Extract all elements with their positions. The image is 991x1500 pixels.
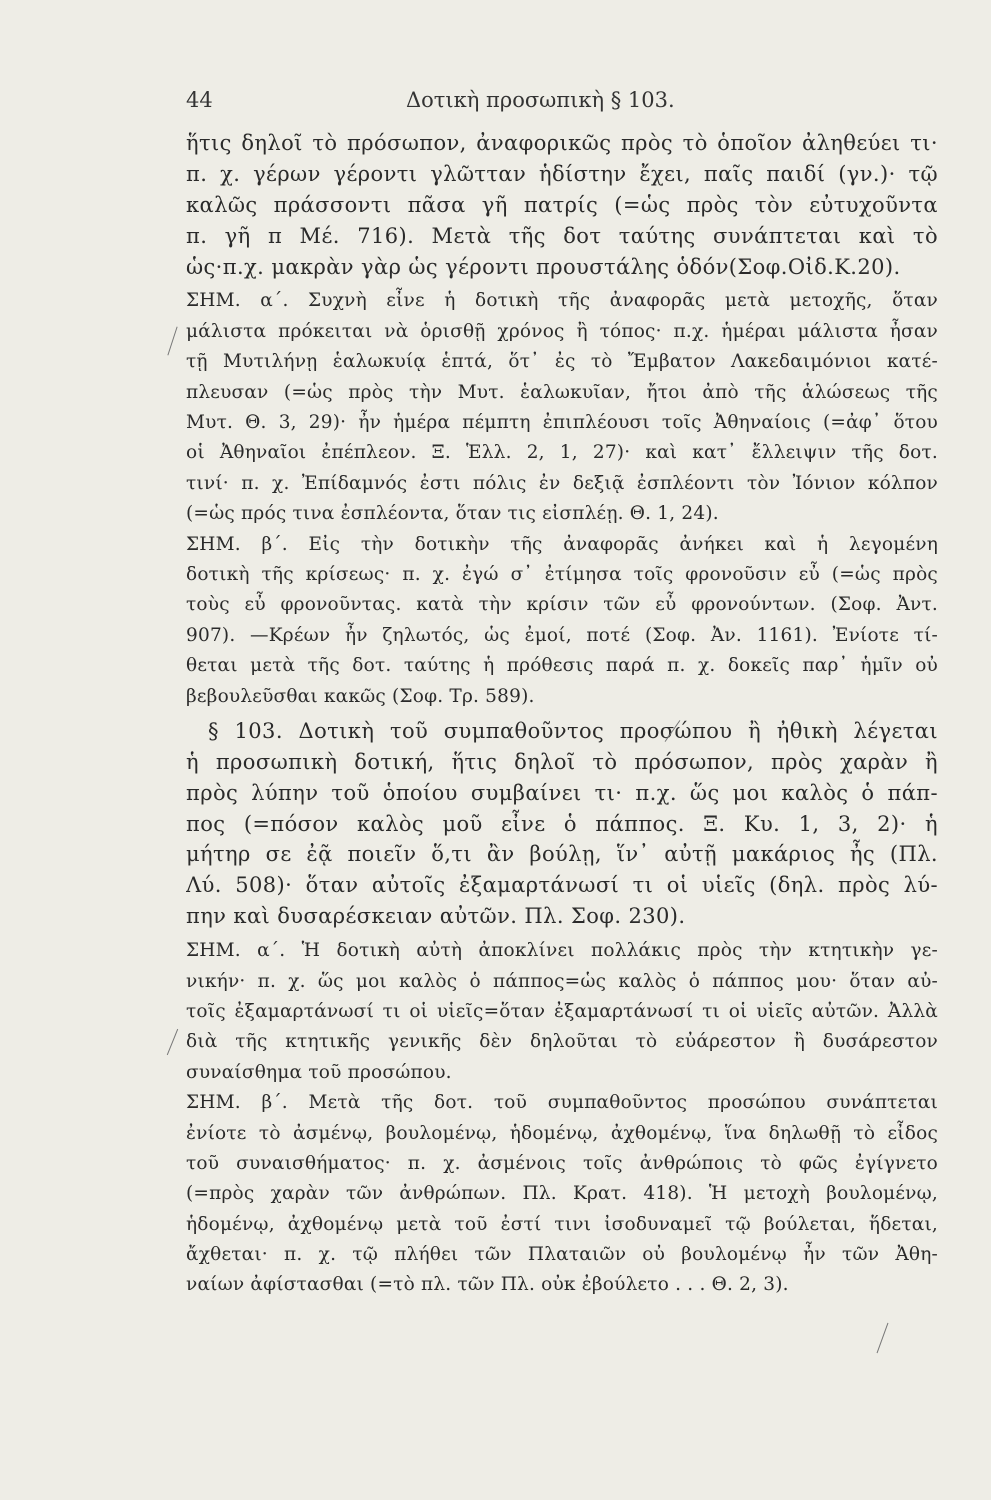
- note-line: ἐνίοτε τὸ ἀσμένῳ, βουλομένῳ, ἡδομένῳ, ἀχθομένῳ, ἵνα δηλωθῇ τὸ εἶδος: [186, 1122, 938, 1144]
- pencil-mark-icon: [167, 327, 177, 356]
- pencil-mark-icon: [877, 1323, 889, 1353]
- note-line: Μυτ. Θ. 3, 29)· ἦν ἡμέρα πέμπτη ἐπιπλέουσι τοῖς Ἀθηναίοις (=ἀφ᾽ ὅτου: [186, 412, 938, 434]
- notes-second: [186, 936, 938, 1301]
- note-line: τοὺς εὖ φρονοῦντας. κατὰ τὴν κρίσιν τῶν εὖ φρονούντων. (Σοφ. Ἀντ.: [186, 594, 938, 616]
- note-line: ἄχθεται· π. χ. τῷ πλήθει τῶν Πλαταιῶν οὐ βουλομένῳ ἦν τῶν Ἀθη-: [186, 1244, 938, 1266]
- note-line: τοῖς ἐξαμαρτάνωσί τι οἱ υἱεῖς=ὅταν ἐξαμαρτάνωσί τι οἱ υἱεῖς αὐτῶν. Ἀλλὰ: [186, 1000, 938, 1022]
- pencil-mark-icon: [167, 1029, 178, 1055]
- note-line: συναίσθημα τοῦ προσώπου.: [186, 1061, 452, 1083]
- note-line: οἱ Ἀθηναῖοι ἐπέπλεον. Ξ. Ἑλλ. 2, 1, 27)· καὶ κατ᾽ ἔλλειψιν τῆς δοτ.: [186, 442, 938, 464]
- note-line: ἡδομένῳ, ἀχθομένῳ μετὰ τοῦ ἐστί τινι ἰσοδυναμεῖ τῷ βούλεται, ἥδεται,: [186, 1213, 938, 1235]
- note-line: τινί· π. χ. Ἐπίδαμνός ἐστι πόλις ἐν δεξιᾷ ἐσπλέοντι τὸν Ἰόνιον κόλπον: [186, 472, 938, 494]
- text-line: καλῶς πράσσοντι πᾶσα γῆ πατρίς (=ὡς πρὸς τὸν εὐτυχοῦντα: [186, 192, 938, 217]
- note-line: ΣΗΜ. β΄. Εἰς τὴν δοτικὴν τῆς ἀναφορᾶς ἀνήκει καὶ ἡ λεγομένη: [186, 533, 938, 555]
- note-line: (=ὡς πρός τινα ἐσπλέοντα, ὅταν τις εἰσπλέῃ. Θ. 1, 24).: [186, 503, 719, 525]
- note-line: τῇ Μυτιλήνῃ ἑαλωκυίᾳ ἑπτά, ὅτ᾽ ἐς τὸ Ἔμβατον Λακεδαιμόνιοι κατέ-: [186, 351, 938, 373]
- text-line: π. χ. γέρων γέροντι γλῶτταν ἡδίστην ἔχει, παῖς παιδί (γν.)· τῷ: [186, 161, 938, 186]
- note-line: διὰ τῆς κτητικῆς γενικῆς δὲν δηλοῦται τὸ εὐάρεστον ἢ δυσάρεστον: [186, 1031, 938, 1053]
- note-line: (=πρὸς χαρὰν τῶν ἀνθρώπων. Πλ. Κρατ. 418). Ἡ μετοχὴ βουλομένῳ,: [186, 1183, 938, 1205]
- section-103: [186, 716, 938, 932]
- note-line: νικήν· π. χ. ὥς μοι καλὸς ὁ πάππος=ὡς καλὸς ὁ πάππος μου· ὅταν αὐ-: [186, 970, 938, 992]
- note-line: τοῦ συναισθήματος· π. χ. ἀσμένοις τοῖς ἀνθρώποις τὸ φῶς ἐγίγνετο: [186, 1152, 938, 1174]
- notes-first: [186, 286, 938, 711]
- note-line: ΣΗΜ. β΄. Μετὰ τῆς δοτ. τοῦ συμπαθοῦντος προσώπου συνάπτεται: [186, 1092, 938, 1114]
- note-line: 907). —Κρέων ἦν ζηλωτός, ὡς ἐμοί, ποτέ (Σοφ. Ἀν. 1161). Ἐνίοτε τί-: [186, 624, 938, 646]
- text-line: μήτηρ σε ἐᾷ ποιεῖν ὅ,τι ἂν βούλῃ, ἵν᾽ αὐτῇ μακάριος ἦς (Πλ.: [186, 842, 938, 867]
- note-line: ΣΗΜ. α΄. Ἡ δοτικὴ αὐτὴ ἀποκλίνει πολλάκις πρὸς τὴν κτητικὴν γε-: [186, 940, 938, 962]
- page-header: [186, 88, 706, 120]
- page-number: 44: [186, 88, 213, 112]
- page-body: [186, 128, 938, 1301]
- text-line: πην καὶ δυσαρέσκειαν αὐτῶν. Πλ. Σοφ. 230).: [186, 904, 686, 929]
- text-line: πρὸς λύπην τοῦ ὁποίου συμβαίνει τι· π.χ. ὥς μοι καλὸς ὁ πάπ-: [186, 780, 938, 805]
- text-line: ἡ προσωπικὴ δοτική, ἥτις δηλοῖ τὸ πρόσωπον, πρὸς χαρὰν ἢ: [186, 749, 938, 774]
- text-line: ὡς·π.χ. μακρὰν γὰρ ὡς γέροντι προυστάλης ὁδόν(Σοφ.Οἰδ.Κ.20).: [186, 254, 901, 279]
- running-title: Δοτικὴ προσωπικὴ § 103.: [406, 88, 675, 112]
- text-line: ἥτις δηλοῖ τὸ πρόσωπον, ἀναφορικῶς πρὸς τὸ ὁποῖον ἀληθεύει τι·: [186, 131, 938, 155]
- text-line: Λύ. 508)· ὅταν αὐτοῖς ἐξαμαρτάνωσί τι οἱ υἱεῖς (δηλ. πρὸς λύ-: [186, 873, 938, 898]
- paragraph-continuation: [186, 128, 938, 282]
- note-line: μάλιστα πρόκειται νὰ ὁρισθῇ χρόνος ἢ τόπος· π.χ. ἡμέραι μάλιστα ἦσαν: [186, 320, 938, 342]
- note-line: θεται μετὰ τῆς δοτ. ταύτης ἡ πρόθεσις παρά π. χ. δοκεῖς παρ᾽ ἡμῖν οὐ: [186, 655, 938, 677]
- note-line: βεβουλεῦσθαι κακῶς (Σοφ. Τρ. 589).: [186, 685, 535, 707]
- note-line: ΣΗΜ. α΄. Συχνὴ εἶνε ἡ δοτικὴ τῆς ἀναφορᾶς μετὰ μετοχῆς, ὅταν: [186, 290, 938, 312]
- note-line: πλευσαν (=ὡς πρὸς τὴν Μυτ. ἑαλωκυῖαν, ἤτοι ἀπὸ τῆς ἁλώσεως τῆς: [186, 381, 938, 403]
- note-line: δοτικὴ τῆς κρίσεως· π. χ. ἐγώ σ᾽ ἐτίμησα τοῖς φρονοῦσιν εὖ (=ὡς πρὸς: [186, 563, 938, 585]
- note-line: ναίων ἀφίστασθαι (=τὸ πλ. τῶν Πλ. οὐκ ἐβούλετο . . . Θ. 2, 3).: [186, 1274, 789, 1296]
- text-line: πος (=πόσον καλὸς μοῦ εἶνε ὁ πάππος. Ξ. Κυ. 1, 3, 2)· ἡ: [186, 811, 938, 836]
- text-line: π. γῆ π Μέ. 716). Μετὰ τῆς δοτ ταύτης συνάπτεται καὶ τὸ: [186, 223, 938, 248]
- section-heading-line: § 103. Δοτικὴ τοῦ συμπαθοῦντος προσώπου ἢ ἠθικὴ λέγεται: [208, 718, 938, 743]
